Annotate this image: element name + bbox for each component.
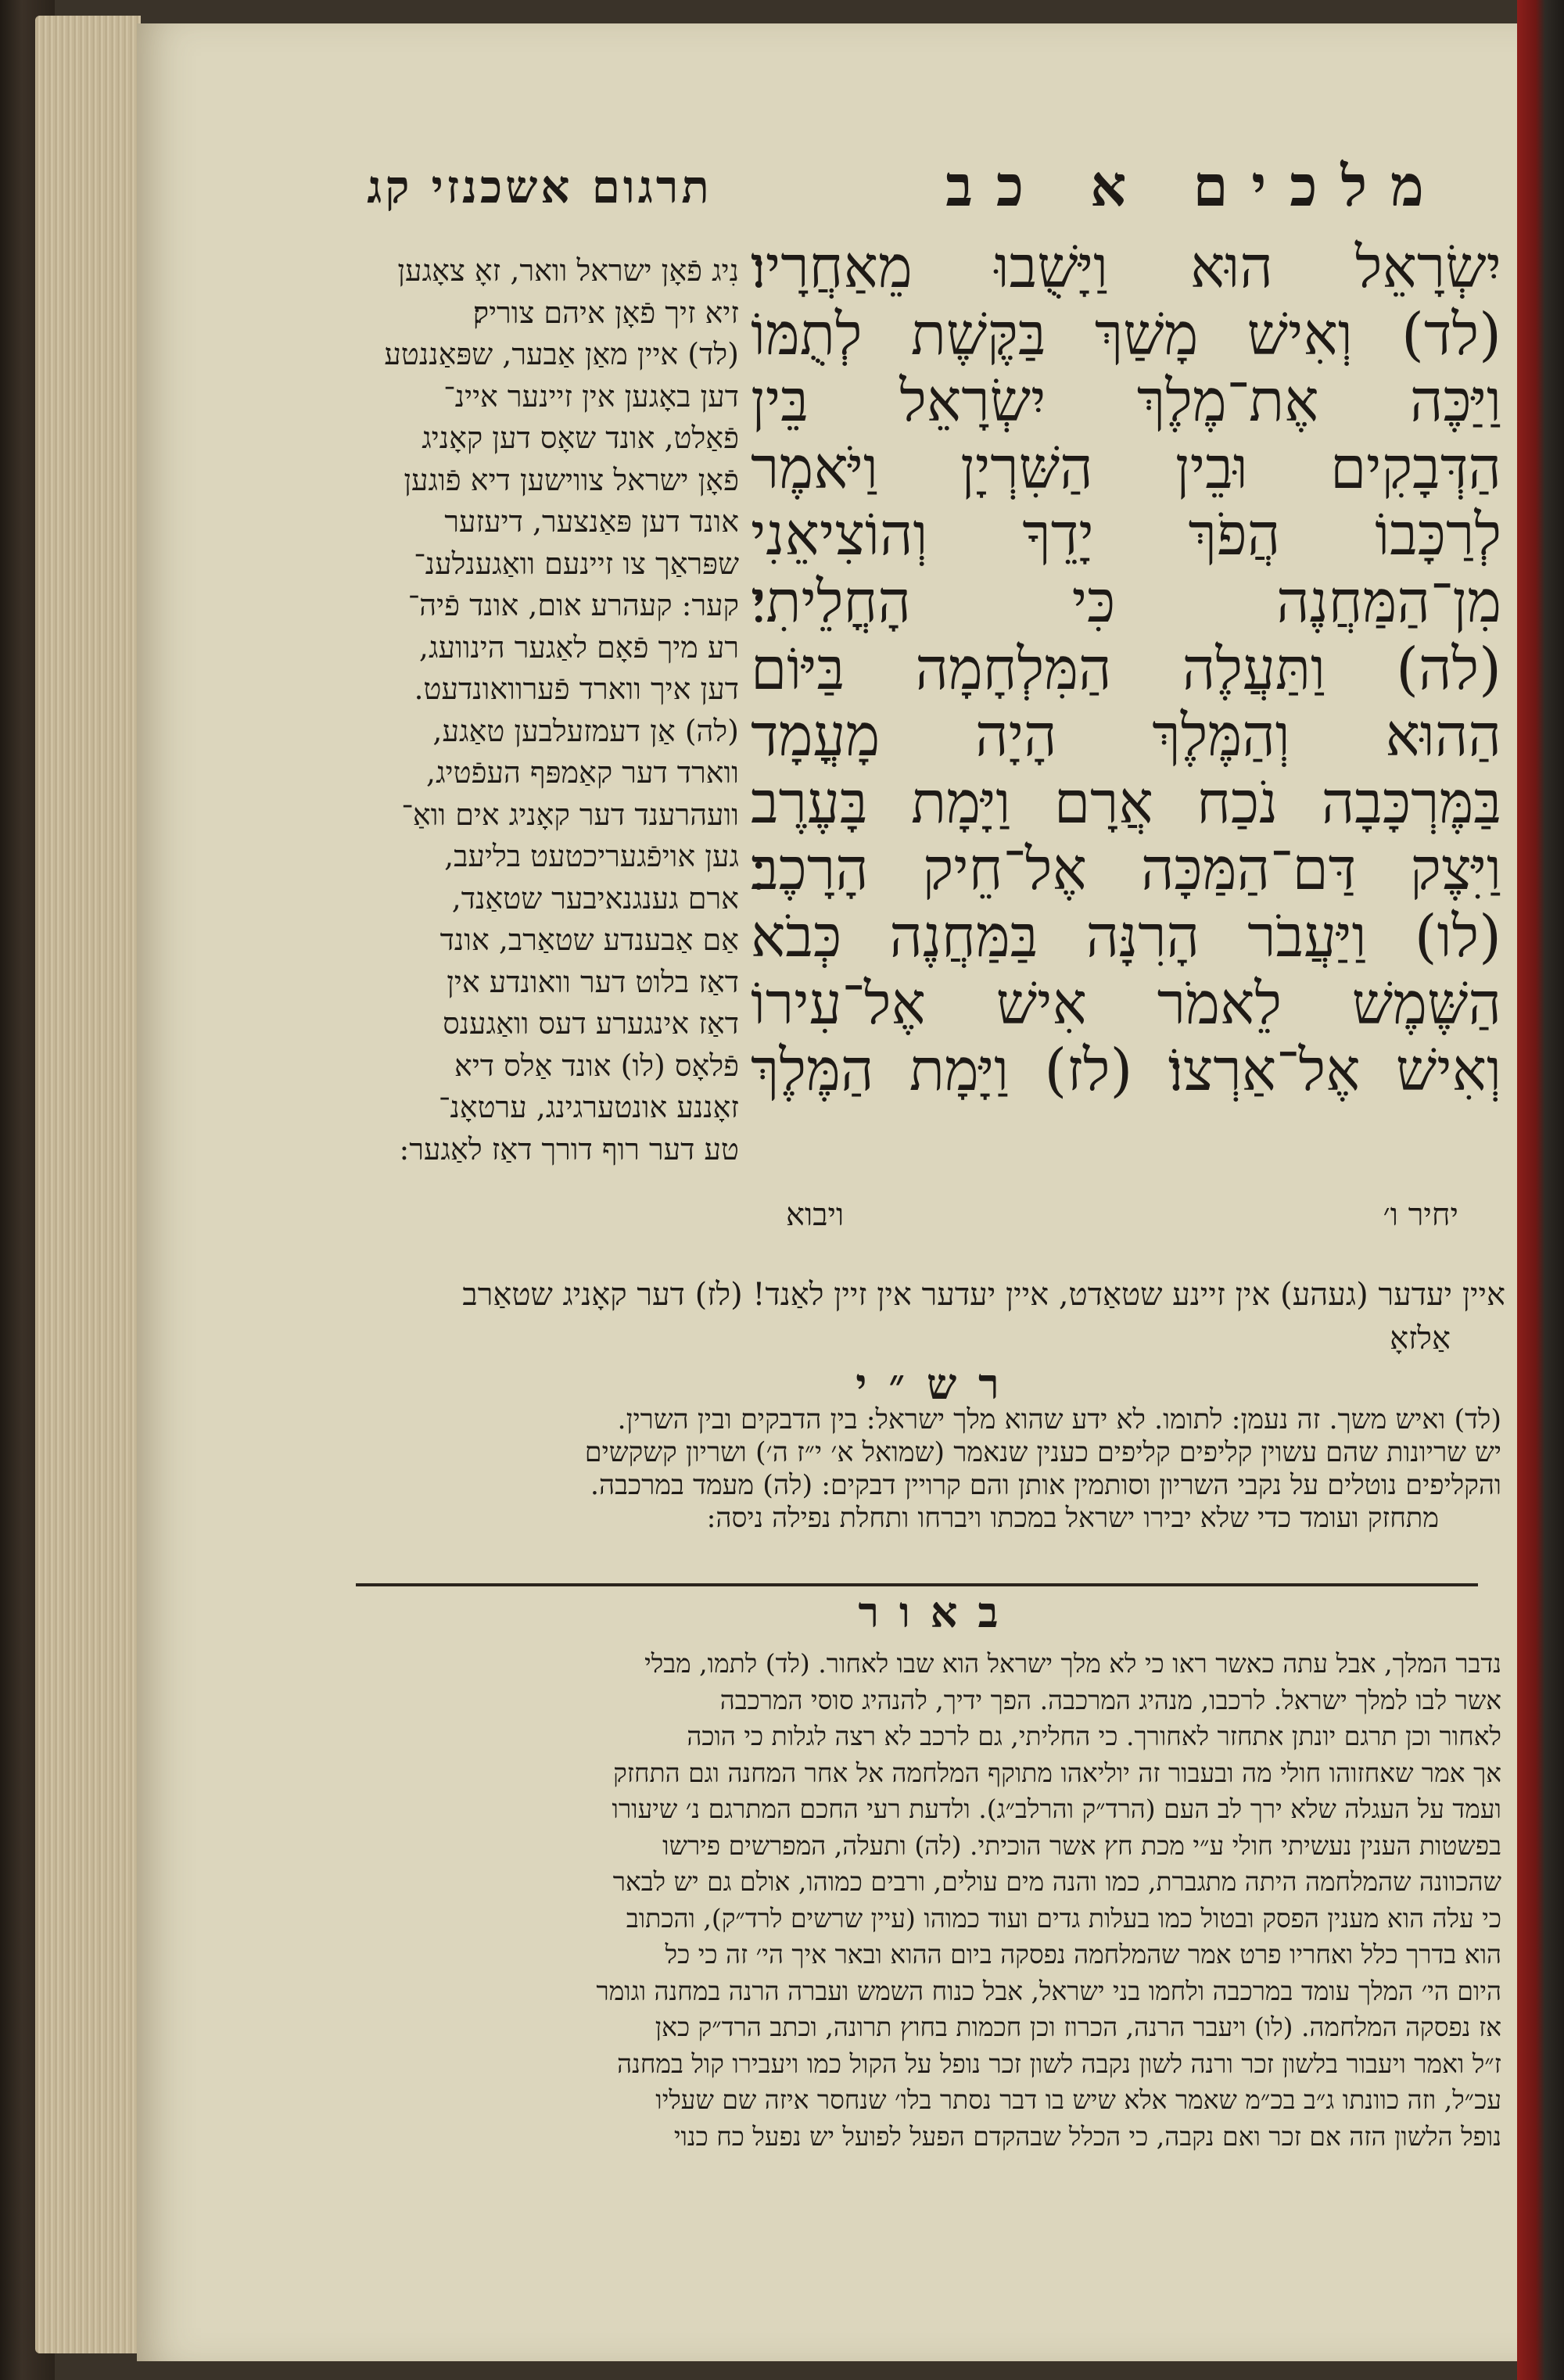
targum-line: פֿאַלט, אונד שאָס דען קאָניג — [421, 421, 739, 455]
targum-line: שפּראַך צו זיינעם וואַגענלענ־ — [414, 546, 739, 581]
targum-line: אונד דען פּאַנצער, דיעזער — [444, 504, 739, 539]
catchword-right: יחיר ו׳ — [1383, 1197, 1458, 1233]
targum-line: רע מיך פֿאָם לאַגער הינוועג, — [418, 629, 739, 665]
targum-line: דאַז בלוט דער וואונדע אין — [447, 964, 739, 999]
beur-line: ז״ל ואמר ויעבור בלשון זכר ורנה לשון נקבה לשון זכר נופל על הקול כמו ויעבירו קול במחנה — [617, 2048, 1501, 2079]
targum-line: פֿלאָס (לו) אונד אַלס דיא — [454, 1048, 739, 1083]
targum-line: דען איך ווארד פֿערוואונדעט. — [414, 672, 739, 706]
beur-heading: באור — [858, 1587, 1019, 1637]
targum-line: דאַז אינגערע דעס וואַגענס — [443, 1006, 739, 1041]
targum-line: פֿאָן ישראל צווישען דיא פֿוגען — [404, 462, 739, 497]
targum-line: (לד) איין מאַן אַבער, שפּאַננטע — [384, 337, 739, 371]
beur-line: אז נפסקה המלחמה. (לו) ויעבר הרנה, הכרוז וכן חכמות בחוץ תרונה, וכתב הרד״ק כאן — [655, 2012, 1501, 2042]
catchword-left: ויבוא — [786, 1197, 845, 1233]
targum-line: גען אויפֿגעריכטעט בליעב, — [444, 839, 739, 873]
targum-line: נִיג פֿאָן ישראל וואר, זאָ צאָגען — [397, 253, 739, 288]
biblical-line: (לו) וַיַּעֲבֹר הָרִנָּה בַּמַּחֲנֶה כְּבֹא — [751, 902, 1501, 970]
targum-line: אַם אַבענדע שטאַרב, אונד — [439, 923, 739, 957]
targum-continuation-line: אַלזאָ — [1390, 1321, 1451, 1357]
biblical-line: מִן־הַמַּחֲנֶה כִּי הָחֳלֵיתִי׃ — [751, 568, 1501, 636]
targum-line: זיא זיך פֿאָן איהם צוריק׃ — [472, 295, 739, 330]
rashi-line: מתחזק ועומד כדי שלא יבירו ישראל במכתו ויברחו ותחלת נפילה ניסה: — [706, 1503, 1439, 1534]
beur-line: הוא בדרך כלל ואחריו פרט אמר שהמלחמה נפסקה ביום ההוא ובאר איך הי׳ זה כי כל — [665, 1939, 1501, 1970]
rashi-heading: רש״י — [856, 1359, 1021, 1409]
running-header-targum: תרגום אשכנזי קג — [367, 160, 712, 213]
beur-commentary — [344, 1646, 1501, 2350]
biblical-line: הַשֶּׁמֶשׁ לֵאמֹר אִישׁ אֶל־עִירוֹ — [751, 970, 1501, 1038]
biblical-line: לְרַכָּבוֹ הֲפֹךְ יָדֵךָ וְהוֹצִיאֵנִי — [751, 501, 1501, 569]
beur-line: אשר לבו למלך ישראל. לרכבו, מנהיג המרכבה. הפך ידיך, להנהיג סוסי המרכבה — [719, 1684, 1501, 1715]
section-divider — [356, 1583, 1478, 1586]
beur-line: אך אמר שאחזוהו חולי מה ובעבור זה יוליאהו מתוקף המלחמה אל אחר המחנה וגם התחזק — [613, 1757, 1501, 1788]
beur-line: בפשטות הענין נעשיתי חולי ע״י מכת חץ אשר הוכיתי. (לה) ותעלה, המפרשים פירשו — [662, 1830, 1501, 1861]
targum-line: דען באָגען אין זיינער איינ־ — [443, 378, 739, 414]
page-edges — [35, 16, 141, 2353]
biblical-line: (לד) וְאִישׁ מָשַׁךְ בַּקֶּשֶׁת לְתֻמּוֹ — [751, 300, 1501, 368]
beur-line: שהכוונה שהמלחמה היתה מתגברת, כמו והנה מים עולים, ורבים כמוהו, אולם גם יש לבאר — [612, 1866, 1501, 1897]
biblical-line: הַדְּבָקִים וּבֵין הַשִּׁרְיָן וַיֹּאמֶר — [751, 434, 1501, 502]
targum-column — [332, 250, 739, 1274]
targum-line: טע דער רוף דורך דאַז לאַגער: — [399, 1131, 739, 1167]
rashi-line: (לד) ואיש משך. זה נעמן: לתומו. לא ידע שהוא מלך ישראל: בין הדבקים ובין השרין. — [617, 1404, 1501, 1436]
targum-continuation-line: איין יעדער (געהע) אין זיינע שטאַדט, איין יעדער אין זיין לאַנד! (לז) דער קאָניג שטאַרב — [462, 1277, 1505, 1313]
biblical-line: בַּמֶּרְכָּבָה נֹכַח אֲרָם וַיָּמָת בָּעֶרֶב — [751, 769, 1501, 837]
targum-line: וועהרענד דער קאָניג אים וואַ־ — [401, 797, 739, 832]
beur-line: כי עלה הוא מענין הפסק ובטול כמו בעלות גדים ועוד כמוהו (עיין שרשים לרד״ק), והכתוב — [626, 1902, 1501, 1934]
catchwords — [786, 1196, 1458, 1243]
biblical-line: וַיַּכֶּה אֶת־מֶלֶךְ יִשְׂרָאֵל בֵּין — [751, 367, 1501, 435]
running-header-book: מלכים א כב — [945, 152, 1447, 219]
targum-line: זאָננע אונטערגינג, ערטאָנ־ — [438, 1090, 739, 1124]
beur-line: לאחור וכן תרגם יונתן אתחזר לאחורך. כי החליתי, גם לרכב לא רצה לגלות כי הוכה — [687, 1721, 1501, 1751]
targum-line: ווארד דער קאַמפּף העפֿטיג, — [426, 755, 739, 790]
beur-line: ועמד על העגלה שלא ירך לב העם (הרד״ק והרלב״ג). ולדעת רעי החכם המתרגם נ׳ שיעורו — [612, 1794, 1501, 1824]
biblical-line: הַהוּא וְהַמֶּלֶךְ הָיָה מָעֳמָד — [751, 702, 1501, 770]
beur-line: עכ״ל, וזה כוונתו ג״ב בכ״מ שאמר אלא שיש בו דבר נסתר בלו׳ שנחסר איזה שם שעליו — [655, 2084, 1501, 2115]
rashi-line: והקליפים נוטלים על נקבי השריון וסותמין אותן והם קרויין דבקים: (לה) מעמד במרכבה. — [590, 1470, 1501, 1501]
next-page-edge — [1517, 0, 1564, 2380]
biblical-line: יִשְׂרָאֵל הוּא וַיָּשֻׁבוּ מֵאַחֲרָיו׃ — [751, 235, 1501, 301]
beur-line: נדבר המלך, אבל עתה כאשר ראו כי לא מלך ישראל הוא שבו לאחור. (לד) לתמו, מבלי — [644, 1648, 1501, 1679]
beur-line: נופל הלשון הזה אם זכר ואם נקבה, כי הכלל שבהקדם הפעל לפועל יש נפעל כח כנוי — [673, 2120, 1501, 2152]
targum-line: קער: קעהרע אום, אונד פֿיה־ — [407, 588, 739, 622]
biblical-line: (לה) וַתַּעֲלֶה הַמִּלְחָמָה בַּיּוֹם — [751, 635, 1501, 703]
biblical-line: וַיִּצֶק דַּם־הַמַּכָּה אֶל־חֵיק הָרָכֶב׃ — [751, 836, 1501, 904]
biblical-line: וְאִישׁ אֶל־אַרְצוֹ׃ (לז) וַיָּמָת הַמֶּלֶךְ — [751, 1037, 1501, 1105]
targum-continuation — [332, 1273, 1505, 1367]
rashi-line: יש שריונות שהם עשוין קליפים קליפים כענין שנאמר (שמואל א׳ י״ז ה׳) ושריון קשקשים — [584, 1437, 1501, 1468]
biblical-text-column — [751, 235, 1501, 1224]
targum-line: (לה) אַן דעמזעלבען טאַגע, — [432, 713, 739, 748]
rashi-commentary — [344, 1403, 1501, 1560]
targum-line: ארם גענגנאיבער שטאַנד, — [451, 880, 739, 916]
beur-line: היום הי׳ המלך עומד במרכבה ולחמו בני ישראל, אבל כנוח השמש ועברה הרנה במחנה וגומר — [596, 1975, 1501, 2006]
